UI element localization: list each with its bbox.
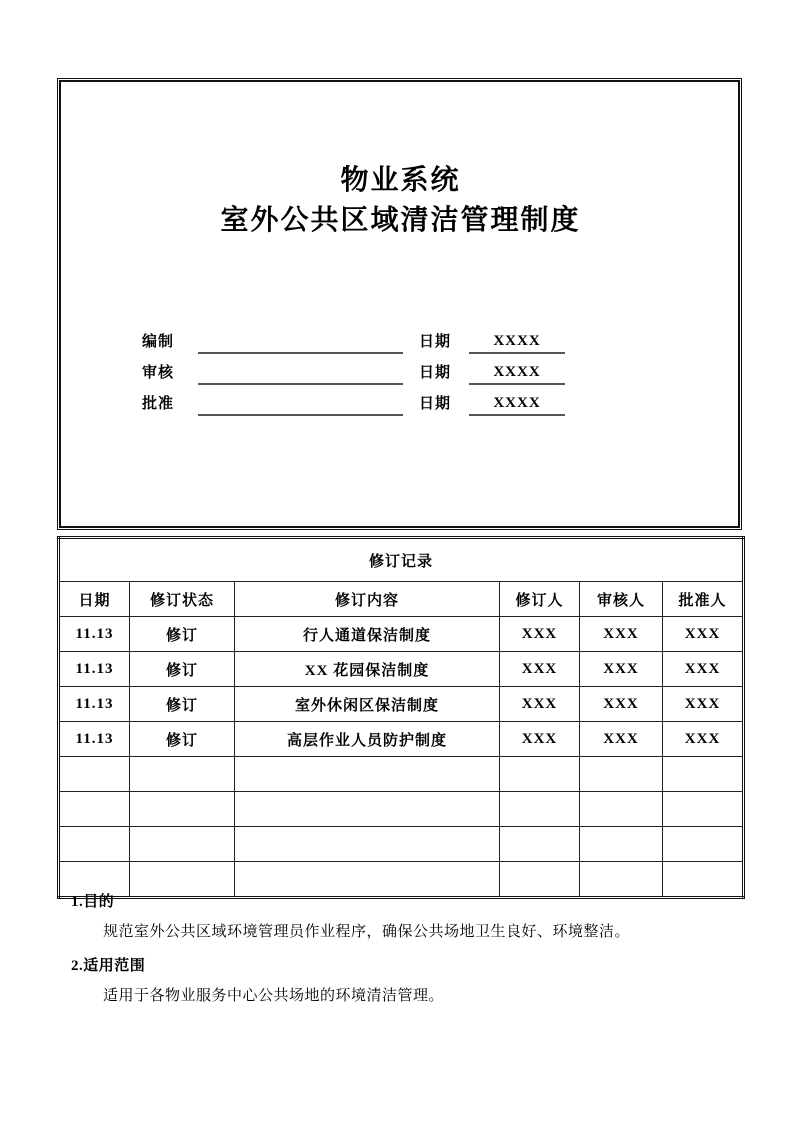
cell-empty [59,792,130,827]
cell-empty [580,827,663,862]
document-title-line2: 室外公共区域清洁管理制度 [220,204,581,236]
cell-empty [500,757,580,792]
table-row [59,617,744,652]
cell-empty [235,792,500,827]
column-header-approver: 批准人 [663,582,744,617]
cell-date: 11.13 [59,652,130,687]
section-paragraph: 规范室外公共区域环境管理员作业程序，确保公共场地卫生良好、环境整洁。 [103,924,631,940]
cell-content: 行人通道保洁制度 [235,617,500,652]
cell-status: 修订 [130,687,235,722]
cell-reviser: XXX [500,652,580,687]
cell-approver: XXX [663,687,744,722]
signature-role-label: 批准 [142,396,175,412]
signature-name-field[interactable] [198,363,403,385]
cell-status: 修订 [130,652,235,687]
column-header-date: 日期 [59,582,130,617]
cell-empty [130,757,235,792]
revision-table-header-row [59,582,744,617]
cell-empty [580,757,663,792]
document-title [58,161,743,241]
signature-block [142,332,667,425]
cell-checker: XXX [580,652,663,687]
column-header-content: 修订内容 [235,582,500,617]
cell-empty [580,792,663,827]
signature-row-approved [142,394,667,425]
cell-empty [235,757,500,792]
table-row [59,687,744,722]
revision-record-section [57,536,742,899]
table-row [59,652,744,687]
table-row-empty [59,827,744,862]
table-row [59,722,744,757]
signature-name-field[interactable] [198,332,403,354]
signature-date-field[interactable]: XXXX [469,363,565,385]
signature-row-reviewed [142,363,667,394]
revision-table-caption-row [59,538,744,582]
section-paragraph: 适用于各物业服务中心公共场地的环境清洁管理。 [103,988,445,1004]
signature-date-label: 日期 [419,334,452,350]
cell-status: 修订 [130,617,235,652]
section-heading: 1.目的 [71,894,115,910]
signature-date-field[interactable]: XXXX [469,332,565,354]
cell-empty [130,792,235,827]
section-scope [57,952,757,1010]
cell-empty [500,792,580,827]
signature-role-label: 编制 [142,334,175,350]
cell-empty [663,757,744,792]
signature-date-label: 日期 [419,396,452,412]
revision-record-table [57,536,745,899]
cell-approver: XXX [663,617,744,652]
signature-date-label: 日期 [419,365,452,381]
column-header-reviser: 修订人 [500,582,580,617]
column-header-checker: 审核人 [580,582,663,617]
cell-checker: XXX [580,687,663,722]
cell-approver: XXX [663,722,744,757]
cell-empty [130,827,235,862]
document-title-line1: 物业系统 [340,165,461,196]
section-heading: 2.适用范围 [71,958,146,974]
signature-role-label: 审核 [142,365,175,381]
cell-empty [663,827,744,862]
cell-empty [500,827,580,862]
cell-empty [59,757,130,792]
column-header-status: 修订状态 [130,582,235,617]
document-body [57,888,757,1016]
table-row-empty [59,792,744,827]
signature-name-field[interactable] [198,394,403,416]
cell-reviser: XXX [500,687,580,722]
cell-approver: XXX [663,652,744,687]
cover-title-box [57,78,742,530]
cell-empty [235,827,500,862]
cell-checker: XXX [580,722,663,757]
cell-reviser: XXX [500,722,580,757]
cell-content: XX 花园保洁制度 [235,652,500,687]
cell-date: 11.13 [59,722,130,757]
table-row-empty [59,757,744,792]
signature-row-prepared [142,332,667,363]
cell-date: 11.13 [59,687,130,722]
cell-date: 11.13 [59,617,130,652]
signature-date-field[interactable]: XXXX [469,394,565,416]
cell-content: 高层作业人员防护制度 [235,722,500,757]
cell-checker: XXX [580,617,663,652]
cell-empty [663,792,744,827]
revision-table-caption: 修订记录 [59,538,744,582]
cell-content: 室外休闲区保洁制度 [235,687,500,722]
cell-empty [59,827,130,862]
cell-status: 修订 [130,722,235,757]
section-purpose [57,888,757,946]
cell-reviser: XXX [500,617,580,652]
